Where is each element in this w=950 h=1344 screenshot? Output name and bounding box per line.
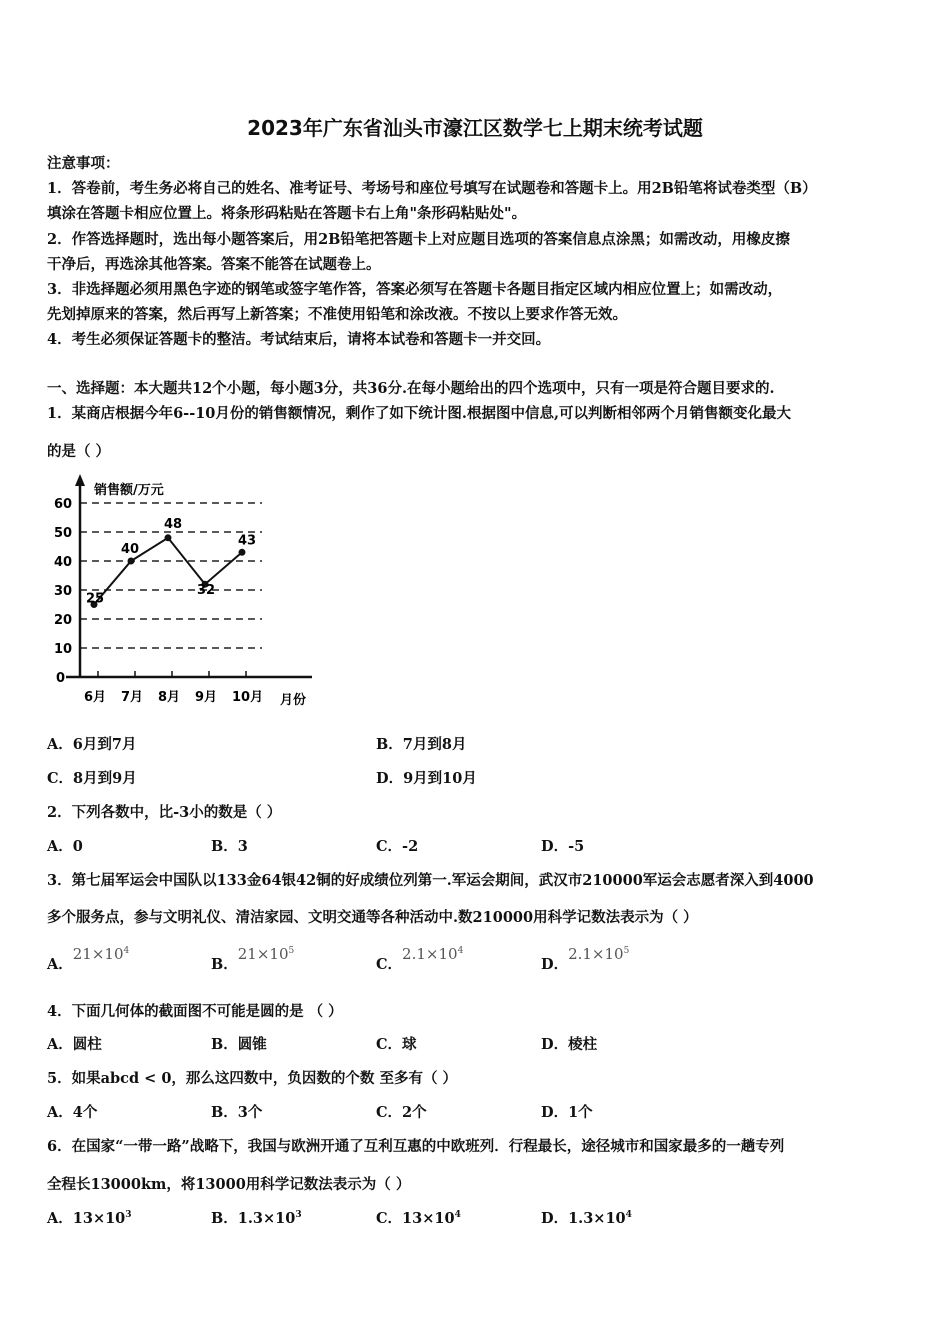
q4-stem: 4．下面几何体的截面图不可能是圆的是 （ ） [47,1003,343,1020]
q1-option-b[interactable]: B．7月到8月 [376,736,467,753]
notice-line: 先划掉原来的答案，然后再写上新答案；不准使用铅笔和涂改液。不按以上要求作答无效。 [47,306,627,323]
q3-option-d[interactable]: D．$2.1\times 10^5$ [541,945,630,973]
data-label: 40 [121,542,140,557]
chart-title: 销售额/万元 [94,483,164,498]
y-tick-label: 50 [54,526,73,541]
q4-option-d[interactable]: D．棱柱 [541,1036,598,1053]
q2-option-b[interactable]: B．3 [211,838,248,855]
data-point [165,534,172,541]
y-tick-label: 10 [54,642,73,657]
q6-option-d[interactable]: D．$1.3\times 10^4$ [541,1210,632,1227]
x-tick-label: 9月 [195,690,218,705]
q1-option-a[interactable]: A．6月到7月 [47,736,137,753]
sci-notation: $21\times 10^5$ [237,945,295,963]
sci-notation: $2.1\times 10^4$ [402,945,464,963]
sales-series-line [94,538,242,605]
y-tick-label: 30 [54,584,73,599]
data-label: 25 [86,591,105,607]
notice-line: 1．答卷前，考生务必将自己的姓名、准考证号、考场号和座位号填写在试题卷和答题卡上。用2B铅笔将试卷类型（B） [47,180,817,197]
q5-option-d[interactable]: D．1个 [541,1104,593,1121]
data-label: 43 [238,533,257,549]
sci-notation: $2.1\times 10^5$ [568,945,630,963]
page-title: 2023年广东省汕头市濠江区数学七上期末统考试题 [247,116,703,140]
q3-stem: 3．第七届军运会中国队以133金64银42铜的好成绩位列第一.军运会期间，武汉市210000军运会志愿者深入到4000 [47,872,814,889]
y-tick-label: 0 [56,671,66,686]
q4-option-b[interactable]: B．圆锥 [211,1036,267,1053]
q4-option-a[interactable]: A．圆柱 [47,1036,102,1053]
x-tick-label: 10月 [232,690,264,705]
q6-option-a[interactable]: A．$13\times 10^3$ [47,1210,132,1227]
data-label: 48 [164,516,183,532]
notice-line: 填涂在答题卡相应位置上。将条形码粘贴在答题卡右上角"条形码粘贴处"。 [47,205,527,222]
q5-option-c[interactable]: C．2个 [376,1104,427,1121]
notice-line: 干净后，再选涂其他答案。答案不能答在试题卷上。 [47,256,381,273]
q3-stem-cont: 多个服务点，参与文明礼仪、清洁家园、文明交通等各种活动中.数210000用科学记数法表示为（ ） [47,909,698,926]
sales-series-points [91,534,246,608]
q5-stem: 5．如果abcd < 0，那么这四数中，负因数的个数 至多有（ ） [47,1070,458,1087]
q3-option-c[interactable]: C．$2.1\times 10^4$ [376,945,464,973]
x-tick-label: 6月 [84,690,107,705]
y-axis-arrow [75,474,85,486]
y-tick-label: 40 [54,555,73,570]
notice-line: 2．作答选择题时，选出每小题答案后，用2B铅笔把答题卡上对应题目选项的答案信息点涂黑；如需改动，用橡皮擦 [47,231,790,248]
x-tick-label: 8月 [158,690,181,705]
q1-stem-cont: 的是（ ） [47,443,111,460]
sci-notation: $21\times 10^4$ [72,945,130,963]
q6-option-b[interactable]: B．$1.3\times 10^3$ [211,1210,302,1227]
notice-line: 4．考生必须保证答题卡的整洁。考试结束后，请将本试卷和答题卡一并交回。 [47,331,551,348]
data-point [239,549,246,556]
y-tick-labels [54,497,72,686]
q6-stem: 6．在国家“一带一路”战略下，我国与欧洲开通了互利互惠的中欧班列．行程最长，途径城市和国家最多的一趟专列 [47,1138,785,1155]
q1-option-c[interactable]: C．8月到9月 [47,770,137,787]
section-heading: 一、选择题：本大题共12个小题，每小题3分，共36分.在每小题给出的四个选项中，只有一项是符合题目要求的. [47,380,775,397]
q1-option-d[interactable]: D．9月到10月 [376,770,477,787]
q2-option-c[interactable]: C．-2 [376,838,419,855]
q2-stem: 2．下列各数中，比-3小的数是（ ） [47,804,282,821]
q5-option-b[interactable]: B．3个 [211,1104,263,1121]
y-tick-label: 20 [54,613,73,628]
sales-line-chart [50,472,350,712]
q2-option-a[interactable]: A．0 [47,838,83,855]
data-label: 32 [197,583,216,599]
q2-option-d[interactable]: D．-5 [541,838,585,855]
q6-stem-cont: 全程长13000km，将13000用科学记数法表示为（ ） [47,1176,411,1193]
q5-option-a[interactable]: A．4个 [47,1104,98,1121]
x-tick-label: 7月 [121,690,144,705]
notice-heading: 注意事项： [47,155,120,172]
q3-option-b[interactable]: B．$21\times 10^5$ [211,945,295,973]
q4-option-c[interactable]: C．球 [376,1036,417,1053]
q3-option-a[interactable]: A．$21\times 10^4$ [47,945,130,973]
data-point [128,558,135,565]
x-axis-label: 月份 [280,693,307,708]
q6-option-c[interactable]: C．$13\times 10^4$ [376,1210,461,1227]
y-tick-label: 60 [54,497,73,512]
q1-stem: 1．某商店根据今年6--10月份的销售额情况，剩作了如下统计图.根据图中信息,可以判断相邻两个月销售额变化最大 [47,405,791,422]
notice-line: 3．非选择题必须用黑色字迹的钢笔或签字笔作答，答案必须写在答题卡各题目指定区域内相应位置上；如需改动， [47,281,783,298]
